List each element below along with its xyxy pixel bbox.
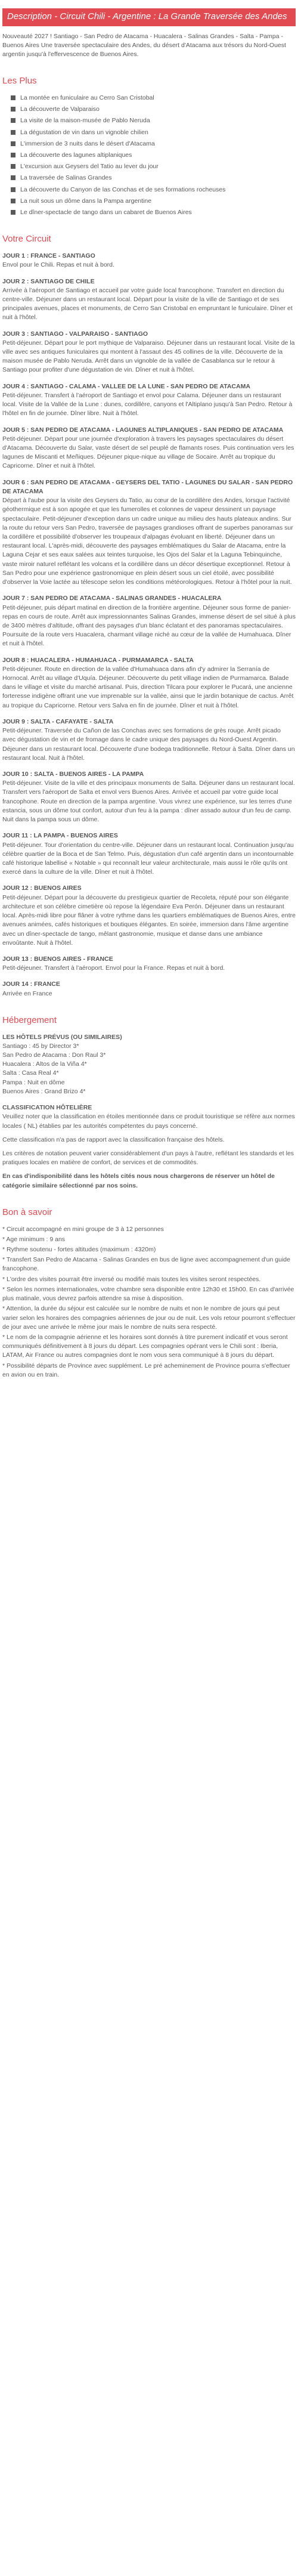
hotels-heading: LES HÔTELS PRÉVUS (OU SIMILAIRES) <box>2 1033 122 1041</box>
day-text: Arrivée en France <box>2 989 52 997</box>
square-bullet-icon <box>11 130 15 135</box>
square-bullet-icon <box>11 210 15 215</box>
square-bullet-icon <box>11 118 15 123</box>
classification-heading: CLASSIFICATION HÔTELIÈRE <box>2 1104 92 1112</box>
day-text: Petit-déjeuner. Départ pour le port mythique de Valparaiso. Déjeuner dans un restaurant local. Visite de la ville avec ses antiques funiculaires qui montent à l'assaut des 45 collines de la ville. Découverte de la maison musée de Pablo Neruda. Arrêt dans un vignoble de la vallée de Casablanca sur le retour à Santiago pour profiter d'une dégustation de vin. Dîner et nuit à l'hôtel. <box>2 339 295 374</box>
page-title: Description - Circuit Chili - Argentine : La Grande Traversée des Andes <box>2 8 296 26</box>
day-title: JOUR 7 : SAN PEDRO DE ATACAMA - SALINAS GRANDES - HUACALERA <box>2 595 222 602</box>
day-title: JOUR 3 : SANTIAGO - VALPARAISO - SANTIAGO <box>2 330 148 338</box>
plus-heading: Les Plus <box>2 76 37 86</box>
day-block <box>2 594 296 648</box>
classification-note: En cas d'indisponibilité dans les hôtels cités nous nous chargerons de réserver un hôtel de catégorie similaire sélectionné par nos soins. <box>2 1173 275 1189</box>
bon-item: * Attention, la durée du séjour est calculée sur le nombre de nuits et non le nombre de jours qui peut varier selon les horaires des compagnies aériennes de jour ou de nuit. Les vols retour pourront s'effectuer de jour avec une arrivée le même jour mais le nombre de nuits sera respecté. <box>2 1305 296 1331</box>
hotel-item: Pampa : Nuit en dôme <box>2 1078 65 1086</box>
bon-item: * Possibilité départs de Province avec supplément. Le pré acheminement de Province pourra s'effectuer en avion ou en train. <box>2 1362 290 1378</box>
hotel-item: Buenos Aires : Grand Brizo 4* <box>2 1087 86 1095</box>
day-block <box>2 277 296 323</box>
day-block <box>2 884 296 948</box>
day-title: JOUR 1 : FRANCE - SANTIAGO <box>2 252 95 260</box>
day-text: Petit-déjeuner. Route en direction de la vallée d'Humahuaca dans afin d'y admirer la Serranía de Hornocal. Arrêt au village d'Uquía. Déjeuner. Découverte du petit village indien de Purmamarca. Balade dans le village et visite du marché artisanal. Puis, direction Tilcara pour explorer le Pucará, une ancienne forteresse indigène offrant une vue imprenable sur la vallée, ainsi que le jardin botanique de cactus. Arrêt au tropique du Capricorne. Retour vers Salva en fin de journée. Dîner et nuit à l'hôtel. <box>2 665 294 709</box>
hotel-item: Huacalera : Altos de la Viña 4* <box>2 1060 87 1068</box>
day-block <box>2 478 296 587</box>
square-bullet-icon <box>11 95 15 100</box>
plus-item: La visite de la maison-musée de Pablo Neruda <box>11 116 296 125</box>
classification-text: Veuillez noter que la classification en étoiles mentionnée dans ce produit touristique se réfère aux normes locales ( NL) établies par les autorités compétentes du pays concerné. <box>2 1113 295 1130</box>
day-text: Envol pour le Chili. Repas et nuit à bord. <box>2 261 114 269</box>
square-bullet-icon <box>11 175 15 180</box>
day-text: Petit-déjeuner, puis départ matinal en direction de la frontière argentine. Déjeuner sous forme de panier-repas en cours de route. Arrêt aux impressionnantes Salinas Grandes, immense désert de sel situé à plus de 3400 mètres d'altitude, offrant des paysages d'un blanc éclatant et des panoramas spectaculaires. Poursuite de la route vers Huacalera, charmant village niché au cœur de la vallée de Humahuaca. Dîner et nuit à l'hôtel. <box>2 604 296 648</box>
bon-item: * Le nom de la compagnie aérienne et les horaires sont donnés à titre purement indicatif et vous seront communiqués définitivement à 8 jours du départ. Les compagnies opérant vers le Chili sont : Iberia, LATAM, Air France ou autres compagnies dont le nom vous sera communiqué à 8 jours du départ. <box>2 1334 288 1359</box>
day-title: JOUR 4 : SANTIAGO - CALAMA - VALLEE DE LA LUNE - SAN PEDRO DE ATACAMA <box>2 382 250 390</box>
plus-list <box>2 94 296 217</box>
day-text: Petit-déjeuner. Transfert à l'aéroport de Santiago et envol pour Calama. Déjeuner dans un restaurant local. Visite de la Vallée de la Lune : dunes, cordillère, canyons et l'Altiplano jusqu'à San Pedro. Retour à l'hôtel en fin de journée. Dîner libre. Nuit à l'hôtel. <box>2 391 293 418</box>
square-bullet-icon <box>11 164 15 169</box>
day-title: JOUR 12 : BUENOS AIRES <box>2 885 82 892</box>
day-block <box>2 330 296 375</box>
hotel-item: San Pedro de Atacama : Don Raul 3* <box>2 1052 106 1059</box>
day-block <box>2 656 296 710</box>
day-title: JOUR 13 : BUENOS AIRES - FRANCE <box>2 955 113 963</box>
hotels-list <box>2 1033 296 1097</box>
bon-item: * Selon les normes internationales, votre chambre sera disponible entre 12h30 et 15h00. En cas d'arrivée plus matinale, vous devrez parfois attendre sa mise à disposition. <box>2 1285 294 1303</box>
plus-item: La dégustation de vin dans un vignoble chilien <box>11 128 296 137</box>
classification-block <box>2 1103 296 1190</box>
hebergement-heading: Hébergement <box>2 1015 57 1025</box>
day-block <box>2 426 296 471</box>
plus-item: La traversée de Salinas Grandes <box>11 174 296 183</box>
day-block <box>2 718 296 763</box>
day-title: JOUR 10 : SALTA - BUENOS AIRES - LA PAMPA <box>2 771 144 778</box>
plus-item: La découverte des lagunes altiplaniques <box>11 151 296 160</box>
square-bullet-icon <box>11 141 15 146</box>
bon-heading: Bon à savoir <box>2 1207 52 1217</box>
day-block <box>2 770 296 824</box>
bon-item: * Age minimum : 9 ans <box>2 1235 66 1243</box>
day-block <box>2 382 296 419</box>
day-text: Petit-déjeuner. Tour d'orientation du centre-ville. Déjeuner dans un restaurant local. Continuation jusqu'au célèbre quartier de la Boca et de San Telmo. Puis, dégustation d'un café argentin dans un incontournable café historique labellisé « Notable » qui reconnaît leur valeur architecturale, mais aussi le rôle qu'ils ont exercé dans la culture de la ville. Dîner et nuit à l'hôtel. <box>2 841 294 876</box>
day-title: JOUR 14 : FRANCE <box>2 981 60 988</box>
day-block <box>2 831 296 877</box>
bon-item: * Rythme soutenu - fortes altitudes (maximum : 4320m) <box>2 1246 156 1254</box>
day-text: Départ à l'aube pour la visite des Geysers du Tatio, au cœur de la cordillère des Andes, lorsque l'activité géothermique est à son apogée et que les fumerolles et colonnes de vapeur dessinent un paysage spectaculaire. Petit-déjeuner d'exception dans un cadre unique au milieu des hauts plateaux andins. Sur la route du retour vers San Pedro, traversée de paysages grandioses offrant de superbes panoramas sur la cordillère et possibilité d'observer les troupeaux d'alpagas évoluant en liberté. Déjeuner dans un restaurant local. L'après-midi, découverte des paysages emblématiques du Salar de Atacama, entre la Laguna Cejar et ses eaux salées aux teintes turquoise, les Ojos del Salar et la Laguna Tebinquinche, vaste miroir naturel reflétant les volcans et la cordillère dans un décor désertique exceptionnel. Retour à San Pedro pour une expérience gastronomique en plein désert sous un ciel étoilé, avec possibilité d'observer la Voie lactée au télescope selon les conditions météorologiques. Retour à l'hôtel pour la nuit. <box>2 497 293 586</box>
day-text: Arrivée à l'aéroport de Santiago et accueil par votre guide local francophone. Transfert en direction du centre-ville. Déjeuner dans un restaurant local. Départ pour la visite de la ville de Santiago et de ses principales avenues, places et monuments, de Cerro San Cristobal en empruntant le funiculaire. Dîner et nuit à l'hôtel. <box>2 286 293 321</box>
bon-list <box>2 1225 296 1380</box>
day-title: JOUR 8 : HUACALERA - HUMAHUACA - PURMAMARCA - SALTA <box>2 656 194 664</box>
circuit-heading: Votre Circuit <box>2 234 51 245</box>
day-text: Petit-déjeuner. Départ pour une journée d'exploration à travers les paysages spectaculaires du désert d'Atacama. Découverte du Salar, vaste désert de sel peuplé de flamants roses. Puis continuation vers les lagunes de Miscanti et Meñiques. Déjeuner pique-nique au village de Socaire. Arrêt au tropique du Capricorne. Dîner et nuit à l'hôtel. <box>2 435 294 470</box>
bon-item: * L'ordre des visites pourrait être inversé ou modifié mais toutes les visites seront respectées. <box>2 1275 261 1283</box>
classification-text: Cette classification n'a pas de rapport avec la classification française des hôtels. <box>2 1136 225 1143</box>
plus-item: La montée en funiculaire au Cerro San Cristobal <box>11 94 296 103</box>
day-title: JOUR 9 : SALTA - CAFAYATE - SALTA <box>2 718 114 725</box>
day-block <box>2 955 296 973</box>
square-bullet-icon <box>11 199 15 203</box>
day-block <box>2 252 296 270</box>
plus-item: L'excursion aux Geysers del Tatio au lever du jour <box>11 162 296 171</box>
square-bullet-icon <box>11 107 15 112</box>
plus-item: La nuit sous un dôme dans la Pampa argentine <box>11 197 296 206</box>
intro-text: Nouveauté 2027 ! Santiago - San Pedro de Atacama - Huacalera - Salinas Grandes - Salta - Pampa - Buenos Aires Une traversée spectaculaire des Andes, du désert d'Atacama aux trésors du Nord-Ouest argentin jusqu'à l'effervescence de Buenos Aires. <box>2 32 286 58</box>
plus-item: La découverte du Canyon de las Conchas et de ses formations rocheuses <box>11 185 296 194</box>
day-text: Petit-déjeuner. Visite de la ville et des principaux monuments de Salta. Déjeuner dans un restaurant local. Transfert vers l'aéroport de Salta et envol vers Buenos Aires. Arrivée et accueil par votre guide local francophone. Route en direction de la pampa argentine. Vous vivrez une expérience, sur les terres d'une estancia, sous un dôme tout confort, autour d'un feu à la pampa : dîner assado autour d'un feu de camp. Nuit dans la pampa sous un dôme. <box>2 780 295 824</box>
day-text: Petit-déjeuner. Traversée du Cañon de las Conchas avec ses formations de grès rouge. Arrêt picado avec dégustation de vin et de fromage dans le cadre unique des paysages du Nord-Ouest Argentin. Déjeuner dans un restaurant local. Découverte d'une bodega traditionnelle. Retour à Salta. Dîner dans un restaurant local. Nuit à l'hôtel. <box>2 727 295 762</box>
classification-text: Les critères de notation peuvent varier considérablement d'un pays à l'autre, reflétant les standards et les pratiques locales en matière de confort, de services et de commodités. <box>2 1149 294 1167</box>
bon-item: * Circuit accompagné en mini groupe de 3 à 12 personnes <box>2 1225 164 1233</box>
day-text: Petit-déjeuner. Transfert à l'aéroport. Envol pour la France. Repas et nuit à bord. <box>2 964 225 972</box>
day-title: JOUR 6 : SAN PEDRO DE ATACAMA - GEYSERS DEL TATIO - LAGUNES DU SALAR - SAN PEDRO DE ATACAMA <box>2 478 293 495</box>
plus-item: Le dîner-spectacle de tango dans un cabaret de Buenos Aires <box>11 208 296 217</box>
hotel-item: Santiago : 45 by Director 3* <box>2 1042 79 1050</box>
day-text: Petit-déjeuner. Départ pour la découverte du prestigieux quartier de Recoleta, réputé pour son élégante architecture et son célèbre cimetière où repose la légendaire Eva Perón. Déjeuner dans un restaurant local. Après-midi libre pour flâner à votre rythme dans les quartiers emblématiques de Buenos Aires, entre avenues animées, cafés historiques et boutiques élégantes. En soirée, immersion dans l'âme argentine avec un dîner-spectacle de tango, mêlant gastronomie, musique et danse dans une ambiance envoûtante. Nuit à l'hôtel. <box>2 893 296 947</box>
plus-item: L'immersion de 3 nuits dans le désert d'Atacama <box>11 140 296 149</box>
hotel-item: Salta : Casa Real 4* <box>2 1069 59 1077</box>
square-bullet-icon <box>11 153 15 157</box>
day-block <box>2 980 296 998</box>
square-bullet-icon <box>11 187 15 192</box>
plus-item: La découverte de Valparaiso <box>11 105 296 114</box>
day-title: JOUR 5 : SAN PEDRO DE ATACAMA - LAGUNES ALTIPLANIQUES - SAN PEDRO DE ATACAMA <box>2 426 284 434</box>
bon-item: * Transfert San Pedro de Atacama - Salinas Grandes en bus de ligne avec accompagnement d'un guide francophone. <box>2 1256 290 1273</box>
day-title: JOUR 2 : SANTIAGO DE CHILE <box>2 277 95 285</box>
day-title: JOUR 11 : LA PAMPA - BUENOS AIRES <box>2 832 118 840</box>
